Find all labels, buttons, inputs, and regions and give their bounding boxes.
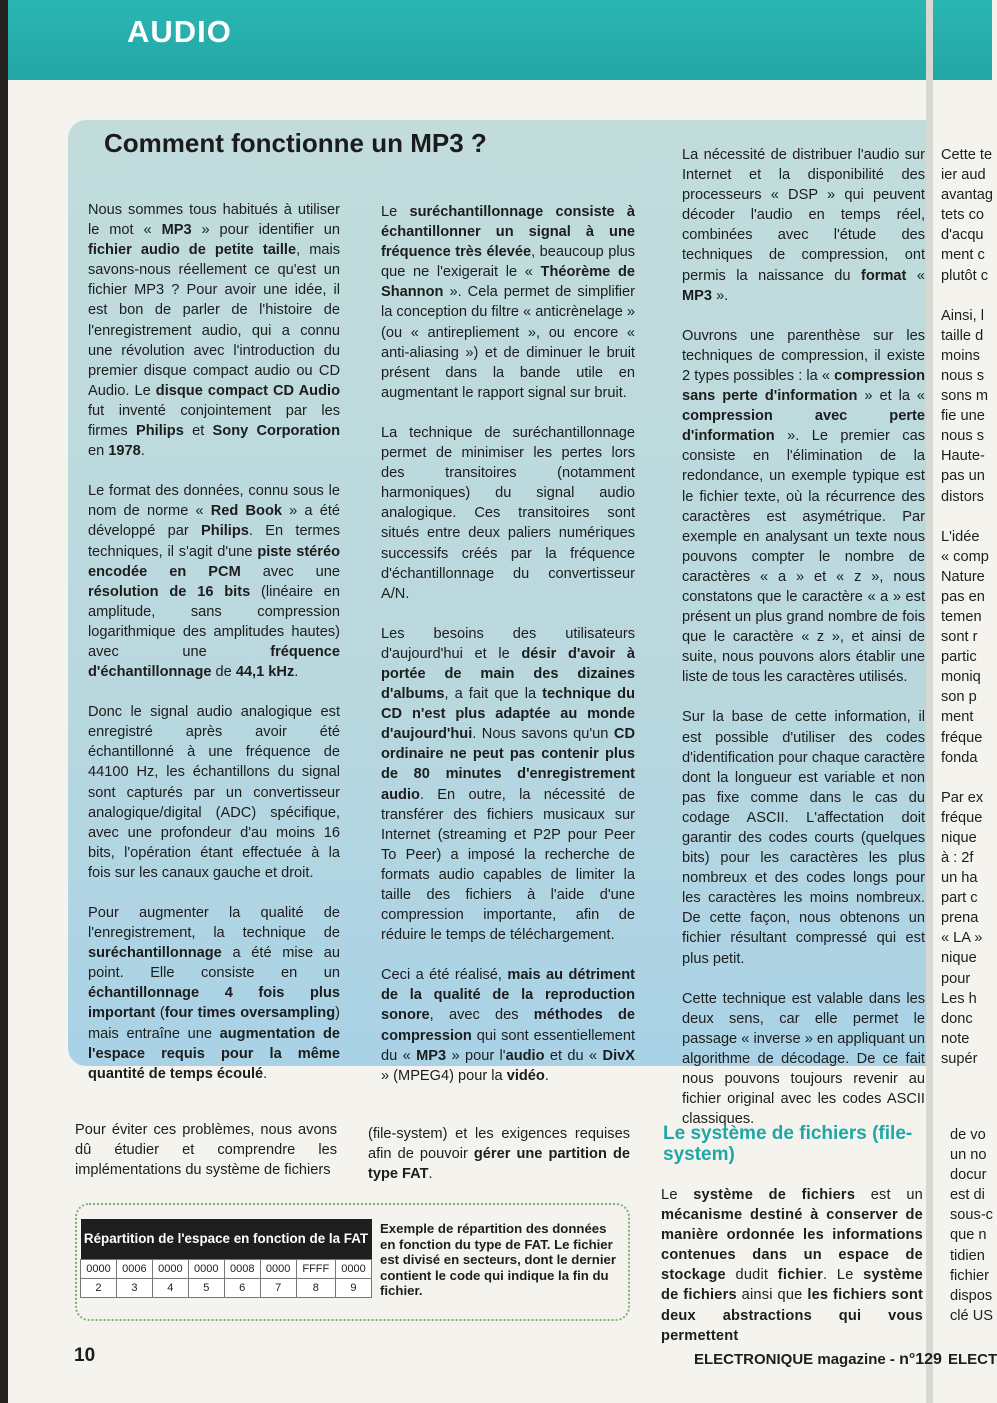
fragment-line: que n	[950, 1227, 987, 1244]
fragment-line: nique	[941, 950, 977, 967]
fragment-line: est di	[950, 1187, 985, 1204]
fragment-line: un no	[950, 1147, 987, 1164]
box-column-1	[88, 200, 340, 1104]
paragraph: Cette technique est valable dans les deux sens, car elle permet le passage « inverse » en appliquant un algorithme de décodage. De ce fait nous pouvons toujours revenir au fichier original avec les codes ASCII classiques.	[682, 990, 925, 1128]
fragment-line: Nature	[941, 568, 985, 585]
page-gutter	[926, 0, 933, 1403]
magazine-name: ELECTRONIQUE	[694, 1351, 814, 1368]
fragment-line: ier aud	[941, 167, 986, 184]
paragraph: Le système de fichiers est un mécanisme destiné à conserver de manière ordonnée les informations contenues dans un espace de stockage dudit fichier. Le système de fichiers ainsi que les fichiers sont deux abstractions qui vous permettent	[661, 1187, 924, 1344]
section-header-band-next-page	[933, 0, 992, 80]
fragment-line: fréque	[941, 809, 983, 826]
lower-column-3	[661, 1185, 923, 1366]
fat-code-cell: 0006	[116, 1259, 152, 1278]
subsection-title: Le système de fichiers (file-system)	[663, 1123, 913, 1165]
fragment-line: d'acqu	[941, 227, 984, 244]
next-page-footer-fragment: ELECT	[948, 1351, 997, 1368]
fragment-line: moins	[941, 347, 980, 364]
fragment-line: moniq	[941, 669, 981, 686]
fragment-paragraph	[941, 788, 992, 1069]
fragment-line: fie une	[941, 408, 985, 425]
fat-index-cell: 9	[335, 1278, 371, 1297]
box-column-2	[381, 202, 635, 1106]
paragraph: Les besoins des utilisateurs d'aujourd'hui et le désir d'avoir à portée de main des dizaines d'albums, a fait que la technique du CD n'est plus adaptée au monde d'aujourd'hui. Nous savons qu'un CD ordinaire ne peut pas contenir plus de 80 minutes d'enregistrement audio. En outre, la nécessité de transférer des fichiers musicaux sur Internet (streaming et P2P pour Peer To Peer) a imposé la recherche de formats audio capables de limiter la taille des fichiers à l'aide d'une compression importante, afin de réduire le temps de téléchargement.	[381, 625, 635, 944]
fragment-line: fréque	[941, 729, 983, 746]
paragraph: Le format des données, connu sous le nom de norme « Red Book » a été développé par Philips. En termes techniques, il s'agit d'une piste stéréo encodée en PCM avec une résolution de 16 bits (linéaire en amplitude, sans compression logarithmique des amplitudes hautes) avec une fréquence d'échantillonnage de 44,1 kHz.	[88, 483, 341, 681]
fragment-line: « LA »	[941, 930, 983, 947]
fragment-line: nique	[941, 829, 977, 846]
fat-code-cell: 0000	[188, 1259, 224, 1278]
fragment-line: pas un	[941, 468, 985, 485]
fat-code-cell: 0000	[152, 1259, 188, 1278]
fragment-line: son p	[941, 689, 977, 706]
fragment-paragraph	[941, 306, 992, 507]
fragment-line: plutôt c	[941, 267, 989, 284]
fat-index-cell: 4	[152, 1278, 188, 1297]
fragment-line: fonda	[941, 749, 978, 766]
fragment-line: nous s	[941, 428, 984, 445]
issue-number: n°129	[899, 1351, 942, 1368]
fat-code-cell: 0008	[224, 1259, 260, 1278]
lower-column-2	[368, 1124, 630, 1204]
fragment-line: ment	[941, 709, 974, 726]
fragment-line: supér	[941, 1050, 978, 1067]
fragment-line: sous-c	[950, 1207, 993, 1224]
fragment-line: pas en	[941, 588, 985, 605]
fat-index-cell: 3	[116, 1278, 152, 1297]
fat-code-cell: FFFF	[296, 1259, 335, 1278]
fragment-line: part c	[941, 890, 978, 907]
fragment-line: avantag	[941, 187, 993, 204]
fragment-line: donc	[941, 1010, 973, 1027]
fragment-line: clé US	[950, 1307, 993, 1324]
fragment-line: dispos	[950, 1287, 993, 1304]
paragraph: Sur la base de cette information, il est possible d'utiliser des codes d'identification pour chaque caractère dont la longueur est variable et non pas fixe comme dans le cas du codage ASCII. L'affectation doit garantir des codes courts (quelques bits) pour les caractères les plus nombreux et des codes longs pour les caractères les moins nombreux. De cette façon, nous obtenons un fichier résultant compressé qui est plus petit.	[682, 709, 925, 967]
fragment-line: Les h	[941, 990, 977, 1007]
page-number: 10	[74, 1345, 96, 1366]
paragraph: Donc le signal audio analogique est enregistré après avoir été échantillonné à une fréquence de 44100 Hz, les échantillons du signal sont capturés par un convertisseur analogique/digital (ADC) spécifique, avec une profondeur d'au moins 16 bits, l'opération étant effectuée à la fois sur les canaux gauche et droit.	[88, 704, 340, 881]
paragraph: Ouvrons une parenthèse sur les techniques de compression, il existe 2 types possibles : la « compression sans perte d'information » et la « compression avec perte d'information ». Le premier cas consiste en l'élimination de la redondance, un exemple typique est le fichier texte, où la récurrence des caractères est asymétrique. Par exemple en analysant un texte nous pouvons compter le nombre de caractères « a » et « z », nous constatons que le caractère « a » est présent un plus grand nombre de fois que le caractère « z », et ainsi de suite, nous pouvons alors établir une liste de tous les caractères utilisés.	[682, 327, 926, 686]
fat-index-cell: 7	[260, 1278, 296, 1297]
fat-index-cell: 8	[296, 1278, 335, 1297]
fragment-line: Cette te	[941, 147, 993, 163]
paragraph: (file-system) et les exigences requises afin de pouvoir gérer une partition de type FAT.	[368, 1126, 630, 1183]
paragraph: Pour éviter ces problèmes, nous avons dû étudier et comprendre les implémentations du système de fichiers	[75, 1122, 337, 1179]
fragment-line: pour	[941, 970, 971, 987]
fragment-paragraph	[941, 527, 992, 768]
fragment-line: temen	[941, 608, 982, 625]
fragment-line: partic	[941, 649, 977, 666]
fragment-line: sont r	[941, 629, 978, 646]
section-label: AUDIO	[127, 14, 232, 49]
fragment-line: distors	[941, 488, 984, 505]
fragment-line: ment c	[941, 247, 985, 264]
fragment-line: de vo	[950, 1127, 986, 1143]
fragment-line: L'idée	[941, 528, 980, 545]
paragraph: Nous sommes tous habitués à utiliser le mot « MP3 » pour identifier un fichier audio de petite taille, mais savons-nous réellement ce qu'est un fichier MP3 ? Pour avoir une idée, il est bon de parler de l'histoire de l'enregistrement audio, qui a connu une révolution avec l'introduction du premier disque compact audio ou CD Audio. Le disque compact CD Audio fut inventé conjointement par les firmes Philips et Sony Corporation en 1978.	[88, 202, 341, 460]
paragraph: La technique de suréchantillonnage permet de minimiser les pertes lors des transitoires (notamment harmoniques) du signal audio analogique. Ces transitoires sont situés entre deux paliers numériques successifs créés par la fréquence d'échantillonnage du convertisseur A/N.	[381, 424, 635, 602]
fragment-line: taille d	[941, 327, 984, 344]
fragment-line: docur	[950, 1167, 987, 1184]
next-page-lower-fragment	[950, 1125, 992, 1326]
paragraph: Le suréchantillonnage consiste à échantillonner un signal à une fréquence très élevée, beaucoup plus que ne l'exigerait le « Théorème de Shannon ». Cela permet de simplifier la conception du filtre « anticrènelage » (ou « antirepliement », ou encore « anti-aliasing ») et de diminuer le bruit présent dans la bande utile en augmentant le rapport signal sur bruit.	[381, 204, 635, 401]
lower-column-1	[75, 1120, 337, 1200]
fragment-line: Haute-	[941, 448, 985, 465]
fat-index-cell: 6	[224, 1278, 260, 1297]
fat-figure-caption: Exemple de répartition des données en fonction du type de FAT. Le fichier est divisé en secteurs, dont le dernier contient le code qui indique la fin du fichier.	[380, 1221, 616, 1298]
fragment-line: fichier	[950, 1267, 989, 1284]
fat-table	[80, 1219, 372, 1298]
fat-code-cell: 0000	[335, 1259, 371, 1278]
fragment-line: sons m	[941, 388, 989, 405]
fragment-line: « comp	[941, 548, 989, 565]
feature-box-title: Comment fonctionne un MP3 ?	[104, 128, 487, 158]
paragraph: La nécessité de distribuer l'audio sur Internet et la disponibilité des processeurs « DSP » qui peuvent décoder l'audio en temps réel, combinées avec l'étude des techniques de compression, ont permis la naissance du format « MP3 ».	[682, 147, 925, 304]
fragment-line: note	[941, 1030, 970, 1047]
fragment-paragraph	[941, 145, 992, 286]
fragment-line: un ha	[941, 870, 978, 887]
fat-table-header: Répartition de l'espace en fonction de la FAT	[81, 1219, 372, 1259]
fragment-line: à : 2f	[941, 850, 974, 866]
fragment-line: Par ex	[941, 789, 984, 806]
fragment-line: tets co	[941, 207, 984, 224]
paragraph: Ceci a été réalisé, mais au détriment de la qualité de la reproduction sonore, avec des méthodes de compression qui sont essentiellement du « MP3 » pour l'audio et du « DivX » (MPEG4) pour la vidéo.	[381, 967, 635, 1084]
fragment-line: Ainsi, l	[941, 307, 984, 324]
fat-codes-row	[81, 1259, 372, 1278]
fat-index-cell: 5	[188, 1278, 224, 1297]
fragment-line: nous s	[941, 367, 984, 384]
magazine-suffix: magazine	[817, 1351, 886, 1368]
fat-code-cell: 0000	[81, 1259, 117, 1278]
footer-magazine-title: ELECTRONIQUE magazine - n°129	[694, 1351, 942, 1368]
next-page-column-fragment	[941, 145, 992, 1089]
paragraph: Pour augmenter la qualité de l'enregistrement, la technique de suréchantillonnage a été mise au point. Elle consiste en un échantillonnage 4 fois plus important (four times oversampling) mais entraîne une augmentation de l'espace requis pour la même quantité de temps écoulé.	[88, 905, 340, 1082]
box-column-3	[682, 145, 925, 1149]
fat-code-cell: 0000	[260, 1259, 296, 1278]
fragment-line: prena	[941, 910, 979, 927]
page-spine-shadow	[0, 0, 8, 1403]
fat-index-cell: 2	[81, 1278, 117, 1297]
fragment-line: tidien	[950, 1247, 985, 1264]
fat-indices-row	[81, 1278, 372, 1297]
